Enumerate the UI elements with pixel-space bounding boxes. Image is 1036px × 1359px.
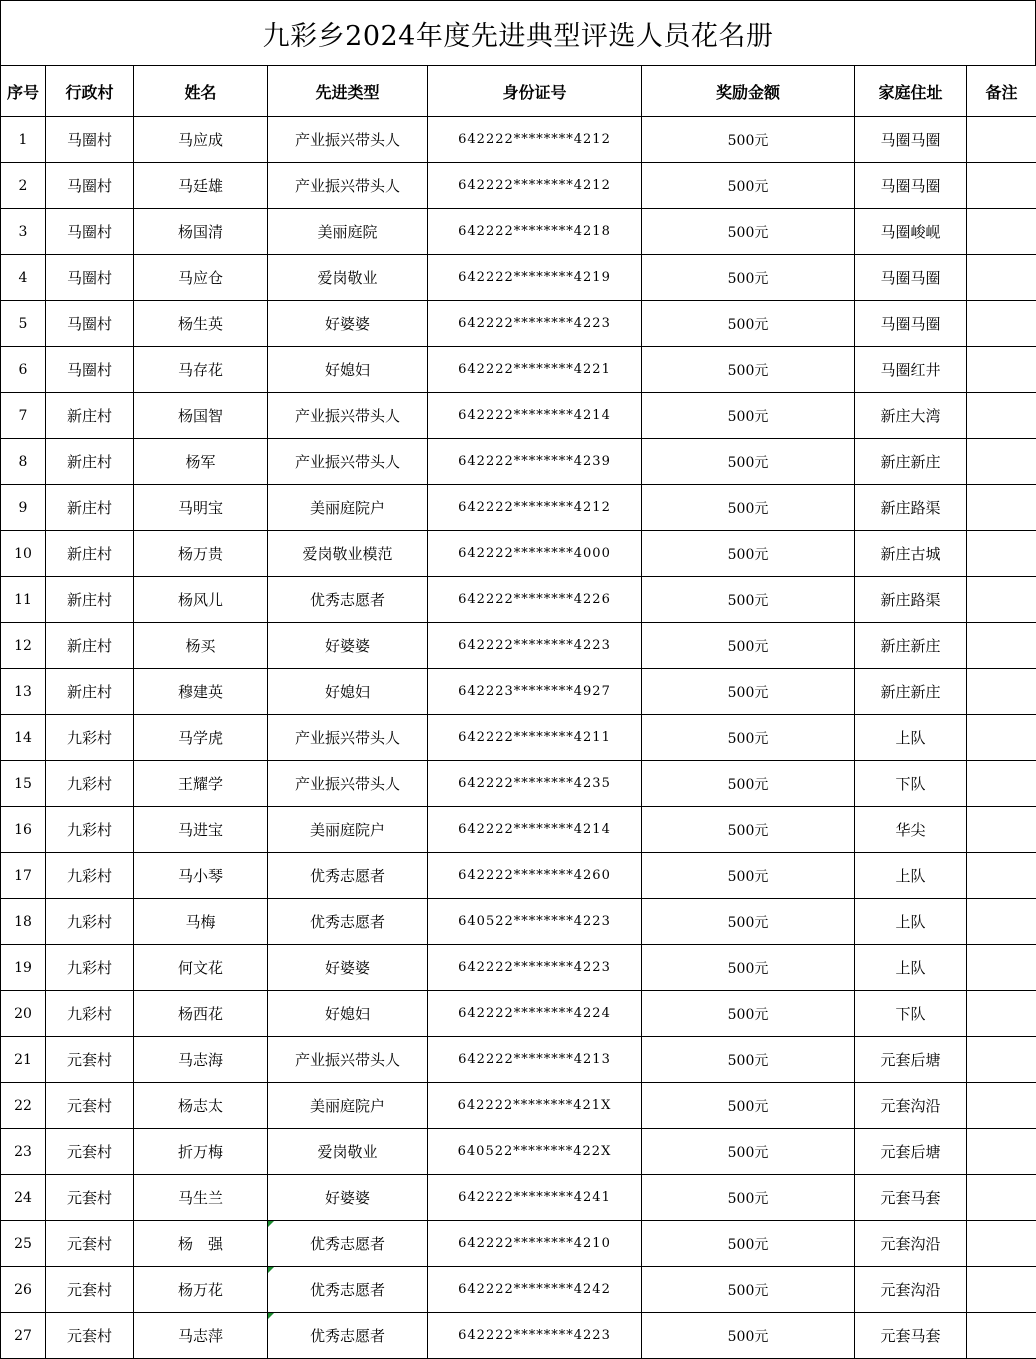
cell-note bbox=[967, 1267, 1036, 1313]
cell-id-number: 642222********4239 bbox=[428, 439, 642, 485]
cell-id-number: 642222********4210 bbox=[428, 1221, 642, 1267]
cell-amount: 500元 bbox=[642, 301, 855, 347]
cell-village: 九彩村 bbox=[46, 807, 134, 853]
table-row bbox=[1, 991, 1036, 1037]
header-id: 身份证号 bbox=[428, 66, 642, 117]
cell-address: 上队 bbox=[855, 715, 967, 761]
cell-name: 杨军 bbox=[134, 439, 268, 485]
cell-amount: 500元 bbox=[642, 531, 855, 577]
cell-name: 马进宝 bbox=[134, 807, 268, 853]
cell-village: 元套村 bbox=[46, 1129, 134, 1175]
cell-id-number: 642222********4242 bbox=[428, 1267, 642, 1313]
cell-address: 马圈红井 bbox=[855, 347, 967, 393]
roster-body bbox=[1, 117, 1036, 1359]
cell-village: 新庄村 bbox=[46, 393, 134, 439]
cell-id-number: 642222********4000 bbox=[428, 531, 642, 577]
cell-name: 马志萍 bbox=[134, 1313, 268, 1359]
cell-amount: 500元 bbox=[642, 393, 855, 439]
cell-address: 元套马套 bbox=[855, 1175, 967, 1221]
cell-id-number: 642222********4223 bbox=[428, 945, 642, 991]
table-row bbox=[1, 899, 1036, 945]
cell-village: 马圈村 bbox=[46, 347, 134, 393]
cell-village: 新庄村 bbox=[46, 439, 134, 485]
cell-id-number: 642222********4226 bbox=[428, 577, 642, 623]
table-row bbox=[1, 853, 1036, 899]
cell-seq: 26 bbox=[1, 1267, 46, 1313]
cell-village: 马圈村 bbox=[46, 117, 134, 163]
header-name: 姓名 bbox=[134, 66, 268, 117]
header-note: 备注 bbox=[967, 66, 1036, 117]
cell-seq: 7 bbox=[1, 393, 46, 439]
cell-note bbox=[967, 669, 1036, 715]
table-row bbox=[1, 1175, 1036, 1221]
cell-name: 杨风儿 bbox=[134, 577, 268, 623]
cell-type: 美丽庭院户 bbox=[268, 807, 428, 853]
cell-type: 优秀志愿者 bbox=[268, 577, 428, 623]
cell-address: 上队 bbox=[855, 853, 967, 899]
cell-amount: 500元 bbox=[642, 577, 855, 623]
table-row bbox=[1, 1313, 1036, 1359]
cell-note bbox=[967, 1175, 1036, 1221]
cell-village: 新庄村 bbox=[46, 577, 134, 623]
cell-type: 好婆婆 bbox=[268, 623, 428, 669]
cell-type: 优秀志愿者 bbox=[268, 1267, 428, 1313]
cell-amount: 500元 bbox=[642, 1037, 855, 1083]
cell-note bbox=[967, 1221, 1036, 1267]
cell-type: 好媳妇 bbox=[268, 669, 428, 715]
cell-name: 杨万花 bbox=[134, 1267, 268, 1313]
table-row bbox=[1, 623, 1036, 669]
cell-id-number: 642222********4212 bbox=[428, 163, 642, 209]
cell-amount: 500元 bbox=[642, 1267, 855, 1313]
cell-type: 美丽庭院户 bbox=[268, 1083, 428, 1129]
cell-seq: 14 bbox=[1, 715, 46, 761]
cell-address: 马圈马圈 bbox=[855, 117, 967, 163]
cell-note bbox=[967, 623, 1036, 669]
cell-amount: 500元 bbox=[642, 991, 855, 1037]
cell-id-number: 642222********4211 bbox=[428, 715, 642, 761]
cell-type: 爱岗敬业模范 bbox=[268, 531, 428, 577]
table-row bbox=[1, 1083, 1036, 1129]
table-row bbox=[1, 945, 1036, 991]
cell-seq: 3 bbox=[1, 209, 46, 255]
cell-amount: 500元 bbox=[642, 163, 855, 209]
cell-seq: 20 bbox=[1, 991, 46, 1037]
cell-note bbox=[967, 531, 1036, 577]
cell-id-number: 642222********4219 bbox=[428, 255, 642, 301]
cell-seq: 5 bbox=[1, 301, 46, 347]
cell-address: 新庄路渠 bbox=[855, 577, 967, 623]
cell-type: 好婆婆 bbox=[268, 1175, 428, 1221]
cell-address: 马圈峻岘 bbox=[855, 209, 967, 255]
cell-id-number: 640522********4223 bbox=[428, 899, 642, 945]
cell-type: 产业振兴带头人 bbox=[268, 117, 428, 163]
cell-address: 新庄路渠 bbox=[855, 485, 967, 531]
sheet-title: 九彩乡2024年度先进典型评选人员花名册 bbox=[0, 0, 1036, 65]
cell-village: 九彩村 bbox=[46, 945, 134, 991]
cell-name: 马存花 bbox=[134, 347, 268, 393]
table-row bbox=[1, 761, 1036, 807]
cell-type: 产业振兴带头人 bbox=[268, 393, 428, 439]
cell-seq: 15 bbox=[1, 761, 46, 807]
table-row bbox=[1, 255, 1036, 301]
cell-id-number: 642222********4214 bbox=[428, 807, 642, 853]
cell-name: 马应仓 bbox=[134, 255, 268, 301]
cell-note bbox=[967, 163, 1036, 209]
cell-seq: 1 bbox=[1, 117, 46, 163]
table-row bbox=[1, 1221, 1036, 1267]
cell-id-number: 642222********4224 bbox=[428, 991, 642, 1037]
cell-type: 好婆婆 bbox=[268, 301, 428, 347]
cell-type: 好婆婆 bbox=[268, 945, 428, 991]
cell-type: 产业振兴带头人 bbox=[268, 163, 428, 209]
cell-seq: 6 bbox=[1, 347, 46, 393]
header-type: 先进类型 bbox=[268, 66, 428, 117]
cell-id-number: 642222********4235 bbox=[428, 761, 642, 807]
header-seq: 序号 bbox=[1, 66, 46, 117]
cell-name: 马廷雄 bbox=[134, 163, 268, 209]
table-row bbox=[1, 577, 1036, 623]
cell-seq: 27 bbox=[1, 1313, 46, 1359]
cell-amount: 500元 bbox=[642, 1129, 855, 1175]
cell-amount: 500元 bbox=[642, 209, 855, 255]
cell-note bbox=[967, 209, 1036, 255]
cell-type: 产业振兴带头人 bbox=[268, 715, 428, 761]
cell-village: 新庄村 bbox=[46, 485, 134, 531]
cell-amount: 500元 bbox=[642, 1313, 855, 1359]
cell-village: 元套村 bbox=[46, 1175, 134, 1221]
table-row bbox=[1, 715, 1036, 761]
cell-name: 王耀学 bbox=[134, 761, 268, 807]
cell-village: 元套村 bbox=[46, 1313, 134, 1359]
cell-seq: 10 bbox=[1, 531, 46, 577]
cell-name: 马明宝 bbox=[134, 485, 268, 531]
cell-note bbox=[967, 393, 1036, 439]
cell-type: 爱岗敬业 bbox=[268, 255, 428, 301]
cell-id-number: 642222********4218 bbox=[428, 209, 642, 255]
table-row bbox=[1, 347, 1036, 393]
cell-amount: 500元 bbox=[642, 485, 855, 531]
cell-address: 元套马套 bbox=[855, 1313, 967, 1359]
cell-note bbox=[967, 761, 1036, 807]
header-amount: 奖励金额 bbox=[642, 66, 855, 117]
cell-village: 新庄村 bbox=[46, 669, 134, 715]
cell-seq: 2 bbox=[1, 163, 46, 209]
cell-id-number: 642223********4927 bbox=[428, 669, 642, 715]
cell-village: 九彩村 bbox=[46, 853, 134, 899]
cell-name: 马小琴 bbox=[134, 853, 268, 899]
header-row bbox=[1, 66, 1036, 117]
cell-id-number: 642222********421X bbox=[428, 1083, 642, 1129]
cell-type: 优秀志愿者 bbox=[268, 853, 428, 899]
cell-village: 元套村 bbox=[46, 1267, 134, 1313]
table-row bbox=[1, 439, 1036, 485]
cell-village: 元套村 bbox=[46, 1037, 134, 1083]
cell-seq: 16 bbox=[1, 807, 46, 853]
cell-village: 新庄村 bbox=[46, 531, 134, 577]
cell-amount: 500元 bbox=[642, 853, 855, 899]
cell-address: 上队 bbox=[855, 945, 967, 991]
cell-amount: 500元 bbox=[642, 1175, 855, 1221]
cell-amount: 500元 bbox=[642, 347, 855, 393]
cell-id-number: 642222********4241 bbox=[428, 1175, 642, 1221]
cell-type: 优秀志愿者 bbox=[268, 1221, 428, 1267]
cell-village: 马圈村 bbox=[46, 301, 134, 347]
cell-name: 杨国清 bbox=[134, 209, 268, 255]
cell-village: 元套村 bbox=[46, 1221, 134, 1267]
cell-seq: 18 bbox=[1, 899, 46, 945]
table-row bbox=[1, 209, 1036, 255]
cell-address: 新庄新庄 bbox=[855, 439, 967, 485]
cell-type: 优秀志愿者 bbox=[268, 899, 428, 945]
cell-type: 产业振兴带头人 bbox=[268, 439, 428, 485]
cell-amount: 500元 bbox=[642, 439, 855, 485]
cell-id-number: 642222********4213 bbox=[428, 1037, 642, 1083]
cell-seq: 19 bbox=[1, 945, 46, 991]
cell-amount: 500元 bbox=[642, 255, 855, 301]
cell-note bbox=[967, 439, 1036, 485]
header-village: 行政村 bbox=[46, 66, 134, 117]
cell-seq: 21 bbox=[1, 1037, 46, 1083]
cell-seq: 8 bbox=[1, 439, 46, 485]
cell-address: 新庄新庄 bbox=[855, 623, 967, 669]
cell-village: 九彩村 bbox=[46, 715, 134, 761]
cell-name: 杨 强 bbox=[134, 1221, 268, 1267]
table-row bbox=[1, 117, 1036, 163]
cell-id-number: 642222********4212 bbox=[428, 117, 642, 163]
cell-note bbox=[967, 117, 1036, 163]
cell-note bbox=[967, 991, 1036, 1037]
cell-name: 马学虎 bbox=[134, 715, 268, 761]
cell-id-number: 642222********4223 bbox=[428, 301, 642, 347]
table-row bbox=[1, 669, 1036, 715]
table-row bbox=[1, 1129, 1036, 1175]
cell-type: 产业振兴带头人 bbox=[268, 761, 428, 807]
cell-address: 元套沟沿 bbox=[855, 1221, 967, 1267]
cell-note bbox=[967, 807, 1036, 853]
cell-address: 华尖 bbox=[855, 807, 967, 853]
cell-village: 九彩村 bbox=[46, 899, 134, 945]
cell-address: 元套后塘 bbox=[855, 1129, 967, 1175]
cell-seq: 17 bbox=[1, 853, 46, 899]
cell-note bbox=[967, 715, 1036, 761]
cell-note bbox=[967, 899, 1036, 945]
cell-note bbox=[967, 347, 1036, 393]
cell-address: 下队 bbox=[855, 761, 967, 807]
cell-name: 马志海 bbox=[134, 1037, 268, 1083]
cell-id-number: 640522********422X bbox=[428, 1129, 642, 1175]
cell-address: 元套沟沿 bbox=[855, 1083, 967, 1129]
cell-name: 马梅 bbox=[134, 899, 268, 945]
cell-id-number: 642222********4212 bbox=[428, 485, 642, 531]
cell-note bbox=[967, 577, 1036, 623]
cell-seq: 12 bbox=[1, 623, 46, 669]
cell-address: 元套沟沿 bbox=[855, 1267, 967, 1313]
cell-id-number: 642222********4223 bbox=[428, 1313, 642, 1359]
cell-note bbox=[967, 301, 1036, 347]
cell-amount: 500元 bbox=[642, 1221, 855, 1267]
table-row bbox=[1, 531, 1036, 577]
cell-amount: 500元 bbox=[642, 1083, 855, 1129]
cell-seq: 9 bbox=[1, 485, 46, 531]
cell-address: 马圈马圈 bbox=[855, 301, 967, 347]
cell-type: 好媳妇 bbox=[268, 991, 428, 1037]
cell-seq: 24 bbox=[1, 1175, 46, 1221]
cell-id-number: 642222********4223 bbox=[428, 623, 642, 669]
cell-address: 新庄大湾 bbox=[855, 393, 967, 439]
cell-name: 马应成 bbox=[134, 117, 268, 163]
cell-address: 新庄古城 bbox=[855, 531, 967, 577]
cell-name: 杨买 bbox=[134, 623, 268, 669]
cell-type: 美丽庭院户 bbox=[268, 485, 428, 531]
cell-type: 优秀志愿者 bbox=[268, 1313, 428, 1359]
cell-note bbox=[967, 945, 1036, 991]
cell-amount: 500元 bbox=[642, 623, 855, 669]
cell-id-number: 642222********4214 bbox=[428, 393, 642, 439]
cell-amount: 500元 bbox=[642, 117, 855, 163]
cell-address: 马圈马圈 bbox=[855, 255, 967, 301]
cell-note bbox=[967, 853, 1036, 899]
cell-address: 元套后塘 bbox=[855, 1037, 967, 1083]
table-row bbox=[1, 485, 1036, 531]
cell-village: 马圈村 bbox=[46, 209, 134, 255]
cell-amount: 500元 bbox=[642, 715, 855, 761]
cell-type: 好媳妇 bbox=[268, 347, 428, 393]
cell-name: 杨万贵 bbox=[134, 531, 268, 577]
cell-note bbox=[967, 1313, 1036, 1359]
cell-name: 杨志太 bbox=[134, 1083, 268, 1129]
cell-amount: 500元 bbox=[642, 899, 855, 945]
table-row bbox=[1, 163, 1036, 209]
cell-amount: 500元 bbox=[642, 669, 855, 715]
cell-village: 马圈村 bbox=[46, 163, 134, 209]
cell-name: 杨西花 bbox=[134, 991, 268, 1037]
cell-address: 新庄新庄 bbox=[855, 669, 967, 715]
cell-type: 产业振兴带头人 bbox=[268, 1037, 428, 1083]
cell-village: 九彩村 bbox=[46, 991, 134, 1037]
cell-amount: 500元 bbox=[642, 807, 855, 853]
cell-address: 下队 bbox=[855, 991, 967, 1037]
table-row bbox=[1, 1037, 1036, 1083]
cell-village: 马圈村 bbox=[46, 255, 134, 301]
cell-name: 穆建英 bbox=[134, 669, 268, 715]
cell-address: 上队 bbox=[855, 899, 967, 945]
cell-type: 美丽庭院 bbox=[268, 209, 428, 255]
cell-name: 马生兰 bbox=[134, 1175, 268, 1221]
cell-seq: 13 bbox=[1, 669, 46, 715]
cell-village: 新庄村 bbox=[46, 623, 134, 669]
cell-amount: 500元 bbox=[642, 945, 855, 991]
cell-village: 元套村 bbox=[46, 1083, 134, 1129]
cell-type: 爱岗敬业 bbox=[268, 1129, 428, 1175]
header-address: 家庭住址 bbox=[855, 66, 967, 117]
cell-name: 折万梅 bbox=[134, 1129, 268, 1175]
cell-amount: 500元 bbox=[642, 761, 855, 807]
cell-seq: 22 bbox=[1, 1083, 46, 1129]
cell-seq: 11 bbox=[1, 577, 46, 623]
cell-seq: 23 bbox=[1, 1129, 46, 1175]
cell-seq: 25 bbox=[1, 1221, 46, 1267]
table-row bbox=[1, 393, 1036, 439]
cell-id-number: 642222********4221 bbox=[428, 347, 642, 393]
table-row bbox=[1, 301, 1036, 347]
table-row bbox=[1, 807, 1036, 853]
cell-address: 马圈马圈 bbox=[855, 163, 967, 209]
cell-seq: 4 bbox=[1, 255, 46, 301]
cell-name: 何文花 bbox=[134, 945, 268, 991]
cell-note bbox=[967, 485, 1036, 531]
roster-table bbox=[0, 65, 1036, 1359]
cell-note bbox=[967, 255, 1036, 301]
cell-note bbox=[967, 1129, 1036, 1175]
cell-note bbox=[967, 1037, 1036, 1083]
cell-village: 九彩村 bbox=[46, 761, 134, 807]
table-row bbox=[1, 1267, 1036, 1313]
cell-note bbox=[967, 1083, 1036, 1129]
cell-name: 杨国智 bbox=[134, 393, 268, 439]
cell-id-number: 642222********4260 bbox=[428, 853, 642, 899]
cell-name: 杨生英 bbox=[134, 301, 268, 347]
